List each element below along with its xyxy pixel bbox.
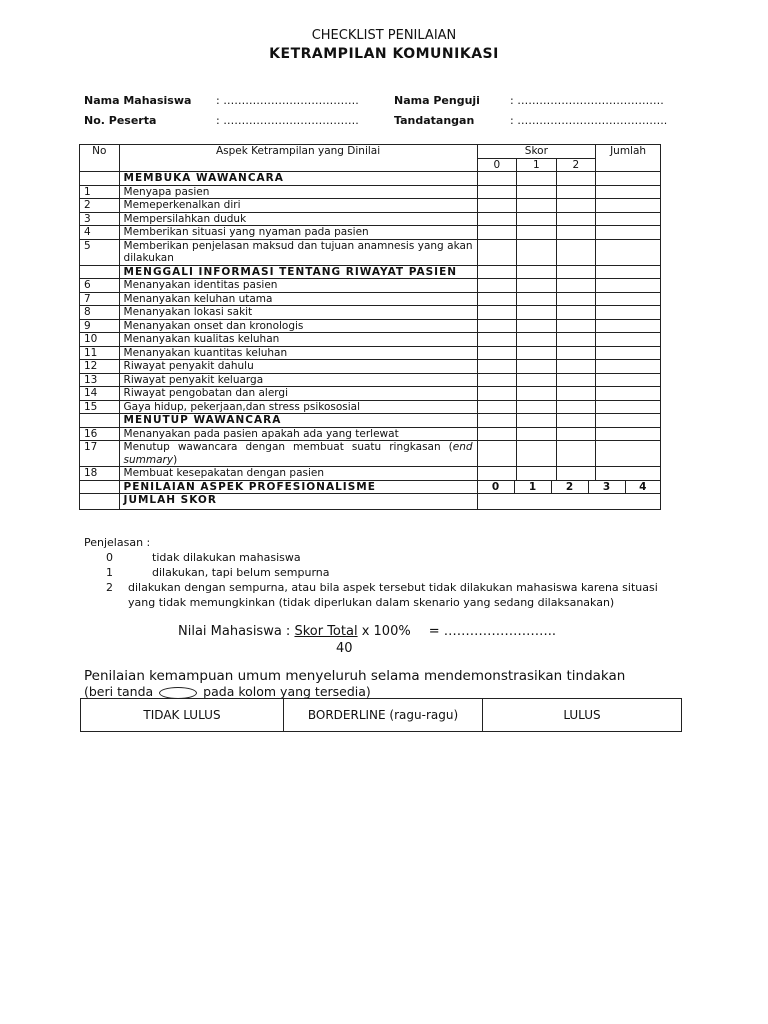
item-no: 3 (80, 212, 120, 226)
table-row (80, 333, 661, 347)
score-cell[interactable] (477, 199, 517, 213)
item-text: Riwayat penyakit keluarga (119, 373, 477, 387)
professionalism-row (80, 480, 661, 494)
section-row (80, 265, 661, 279)
score-cell[interactable] (517, 279, 557, 293)
jumlah-cell[interactable] (596, 467, 661, 481)
penjelasan-block (84, 535, 680, 610)
nama-mahasiswa-label: Nama Mahasiswa (84, 94, 192, 107)
score-cell[interactable] (477, 292, 517, 306)
nama-mahasiswa-field[interactable]: : ………………………………. (216, 94, 359, 107)
score-cell[interactable] (517, 199, 557, 213)
judgement-title: Penilaian kemampuan umum menyeluruh selama mendemonstrasikan tindakan (84, 668, 626, 684)
table-row (80, 441, 661, 467)
table-header-row (80, 145, 661, 159)
score-cell[interactable] (517, 226, 557, 240)
item-text-main: Menutup wawancara dengan membuat suatu ringkasan (123, 441, 441, 453)
prof-score-3[interactable]: 3 (589, 481, 626, 494)
item-no: 7 (80, 292, 120, 306)
item-text-italic: end summary (123, 441, 473, 466)
instruction-suffix: pada kolom yang tersedia) (203, 684, 371, 699)
item-no: 6 (80, 279, 120, 293)
item-text: Menanyakan keluhan utama (119, 292, 477, 306)
skor-2-header: 2 (556, 158, 596, 172)
jumlah-cell[interactable] (596, 360, 661, 374)
form-title-line2: KETRAMPILAN KOMUNIKASI (269, 46, 499, 62)
penjelasan-text: dilakukan, tapi belum sempurna (152, 566, 330, 579)
option-lulus[interactable]: LULUS (483, 699, 682, 732)
score-cell[interactable] (517, 319, 557, 333)
total-score-cell[interactable] (477, 494, 660, 510)
score-formula (178, 624, 556, 639)
formula-result-field[interactable]: = …………………….. (428, 624, 556, 639)
item-text: Riwayat pengobatan dan alergi (119, 387, 477, 401)
score-cell[interactable] (477, 373, 517, 387)
item-text: Menutup wawancara dengan membuat suatu ringkasan (end summary) (119, 441, 477, 467)
score-cell[interactable] (556, 212, 596, 226)
item-text: Menanyakan lokasi sakit (119, 306, 477, 320)
score-cell[interactable] (556, 226, 596, 240)
score-cell[interactable] (477, 306, 517, 320)
formula-mult: x 100% (357, 624, 411, 639)
judgement-instruction (84, 684, 371, 699)
item-no: 4 (80, 226, 120, 240)
item-text: Riwayat penyakit dahulu (119, 360, 477, 374)
skor-1-header: 1 (517, 158, 557, 172)
item-text: Memeperkenalkan diri (119, 199, 477, 213)
score-cell[interactable] (556, 306, 596, 320)
item-no: 12 (80, 360, 120, 374)
item-no: 10 (80, 333, 120, 347)
item-no: 14 (80, 387, 120, 401)
score-cell[interactable] (556, 360, 596, 374)
item-no: 11 (80, 346, 120, 360)
score-cell[interactable] (477, 239, 517, 265)
score-cell[interactable] (477, 387, 517, 401)
item-text: Menyapa pasien (119, 185, 477, 199)
penjelasan-num: 1 (106, 566, 113, 579)
score-cell[interactable] (556, 239, 596, 265)
score-cell[interactable] (517, 333, 557, 347)
score-cell[interactable] (517, 185, 557, 199)
prof-score-1[interactable]: 1 (515, 481, 552, 494)
score-cell[interactable] (477, 467, 517, 481)
table-row (80, 226, 661, 240)
col-jumlah-header: Jumlah (596, 145, 661, 172)
section-title: MENUTUP WAWANCARA (119, 414, 477, 428)
tandatangan-field[interactable]: : ………………………………….. (510, 114, 668, 127)
formula-denominator: 40 (336, 641, 353, 656)
score-cell[interactable] (556, 373, 596, 387)
table-row (80, 387, 661, 401)
jumlah-cell[interactable] (596, 226, 661, 240)
jumlah-cell[interactable] (596, 373, 661, 387)
table-row (80, 306, 661, 320)
jumlah-cell[interactable] (596, 346, 661, 360)
score-cell[interactable] (556, 319, 596, 333)
penjelasan-text: tidak dilakukan mahasiswa (152, 551, 301, 564)
penjelasan-num: 2 (106, 581, 113, 594)
col-aspek-header: Aspek Ketrampilan yang Dinilai (119, 145, 477, 172)
no-peserta-field[interactable]: : ………………………………. (216, 114, 359, 127)
penjelasan-text: dilakukan dengan sempurna, atau bila aspek tersebut tidak dilakukan mahasiswa karena situasi (128, 581, 658, 594)
item-no: 5 (80, 239, 120, 265)
option-tidak-lulus[interactable]: TIDAK LULUS (81, 699, 284, 732)
nama-penguji-field[interactable]: : …………………………………. (510, 94, 664, 107)
score-cell[interactable] (517, 467, 557, 481)
score-cell[interactable] (517, 373, 557, 387)
item-text: Menanyakan identitas pasien (119, 279, 477, 293)
score-cell[interactable] (517, 212, 557, 226)
score-cell[interactable] (556, 427, 596, 441)
score-cell[interactable] (556, 333, 596, 347)
section-title: MENGGALI INFORMASI TENTANG RIWAYAT PASIEN (119, 265, 477, 279)
jumlah-cell[interactable] (596, 441, 661, 467)
score-cell[interactable] (477, 226, 517, 240)
oval-mark-icon (159, 687, 197, 699)
table-row (80, 239, 661, 265)
table-row (80, 373, 661, 387)
prof-score-4[interactable]: 4 (639, 480, 647, 493)
item-no: 17 (80, 441, 120, 467)
jumlah-cell[interactable] (596, 400, 661, 414)
tandatangan-label: Tandatangan (394, 114, 475, 127)
penjelasan-label: Penjelasan : (84, 536, 151, 549)
section-title: MEMBUKA WAWANCARA (119, 172, 477, 186)
no-peserta-label: No. Peserta (84, 114, 157, 127)
jumlah-cell[interactable] (596, 306, 661, 320)
score-cell[interactable] (477, 360, 517, 374)
item-no: 13 (80, 373, 120, 387)
jumlah-cell[interactable] (596, 239, 661, 265)
jumlah-cell[interactable] (596, 212, 661, 226)
item-text: Gaya hidup, pekerjaan,dan stress psikososial (119, 400, 477, 414)
formula-numerator: Skor Total (294, 624, 358, 639)
score-cell[interactable] (477, 346, 517, 360)
item-no: 18 (80, 467, 120, 481)
table-row (80, 346, 661, 360)
table-row (80, 427, 661, 441)
table-row (80, 279, 661, 293)
table-row (80, 360, 661, 374)
table-row (80, 212, 661, 226)
prof-score-group (477, 480, 660, 494)
score-cell[interactable] (556, 292, 596, 306)
item-no: 15 (80, 400, 120, 414)
score-cell[interactable] (556, 467, 596, 481)
jumlah-cell[interactable] (596, 185, 661, 199)
score-cell[interactable] (556, 387, 596, 401)
jumlah-cell[interactable] (596, 279, 661, 293)
score-cell[interactable] (517, 427, 557, 441)
score-cell[interactable] (556, 279, 596, 293)
score-cell[interactable] (556, 185, 596, 199)
score-cell[interactable] (477, 185, 517, 199)
score-cell[interactable] (477, 441, 517, 467)
score-cell[interactable] (556, 441, 596, 467)
item-text: Memberikan penjelasan maksud dan tujuan anamnesis yang akan dilakukan (119, 239, 477, 265)
prof-score-0[interactable]: 0 (478, 481, 515, 494)
jumlah-cell[interactable] (596, 427, 661, 441)
jumlah-cell[interactable] (596, 333, 661, 347)
jumlah-cell[interactable] (596, 199, 661, 213)
score-cell[interactable] (477, 333, 517, 347)
instruction-prefix: (beri tanda (84, 684, 154, 699)
score-cell[interactable] (556, 346, 596, 360)
section-row (80, 172, 661, 186)
result-table (80, 698, 682, 732)
score-cell[interactable] (517, 441, 557, 467)
col-no-header: No (80, 145, 120, 172)
score-cell[interactable] (556, 199, 596, 213)
prof-score-2[interactable]: 2 (552, 481, 589, 494)
item-no: 2 (80, 199, 120, 213)
score-cell[interactable] (517, 400, 557, 414)
item-text: Menanyakan kualitas keluhan (119, 333, 477, 347)
score-cell[interactable] (477, 279, 517, 293)
col-skor-header: Skor (477, 145, 596, 159)
total-row (80, 494, 661, 510)
penjelasan-continuation: yang tidak memungkinkan (tidak diperlukan dalam skenario yang sedang dilaksanakan) (128, 596, 615, 609)
jumlah-cell[interactable] (596, 292, 661, 306)
total-label: JUMLAH SKOR (119, 494, 477, 510)
score-cell[interactable] (517, 346, 557, 360)
score-cell[interactable] (556, 400, 596, 414)
score-cell[interactable] (477, 319, 517, 333)
option-borderline[interactable]: BORDERLINE (ragu-ragu) (284, 699, 483, 732)
score-cell[interactable] (517, 360, 557, 374)
nama-penguji-label: Nama Penguji (394, 94, 480, 107)
table-row (80, 400, 661, 414)
skor-0-header: 0 (477, 158, 517, 172)
score-cell[interactable] (477, 212, 517, 226)
section-row (80, 414, 661, 428)
score-cell[interactable] (477, 400, 517, 414)
item-no: 1 (80, 185, 120, 199)
penjelasan-num: 0 (106, 551, 113, 564)
score-cell[interactable] (517, 306, 557, 320)
form-title-line1: CHECKLIST PENILAIAN (311, 28, 457, 43)
item-text: Memberikan situasi yang nyaman pada pasien (119, 226, 477, 240)
table-row (80, 199, 661, 213)
table-row (80, 467, 661, 481)
item-text: Menanyakan kuantitas keluhan (119, 346, 477, 360)
score-cell[interactable] (517, 292, 557, 306)
section-title: PENILAIAN ASPEK PROFESIONALISME (119, 480, 477, 494)
item-text: Mempersilahkan duduk (119, 212, 477, 226)
item-text: Menanyakan pada pasien apakah ada yang terlewat (119, 427, 477, 441)
formula-prefix: Nilai Mahasiswa : (178, 624, 295, 639)
jumlah-cell[interactable] (596, 387, 661, 401)
score-cell[interactable] (517, 387, 557, 401)
item-no: 8 (80, 306, 120, 320)
item-text: Membuat kesepakatan dengan pasien (119, 467, 477, 481)
table-row (80, 292, 661, 306)
item-text: Menanyakan onset dan kronologis (119, 319, 477, 333)
score-cell[interactable] (517, 239, 557, 265)
table-row (80, 185, 661, 199)
checklist-table (79, 144, 661, 510)
item-no: 9 (80, 319, 120, 333)
jumlah-cell[interactable] (596, 319, 661, 333)
score-cell[interactable] (477, 427, 517, 441)
table-row (80, 319, 661, 333)
item-no: 16 (80, 427, 120, 441)
